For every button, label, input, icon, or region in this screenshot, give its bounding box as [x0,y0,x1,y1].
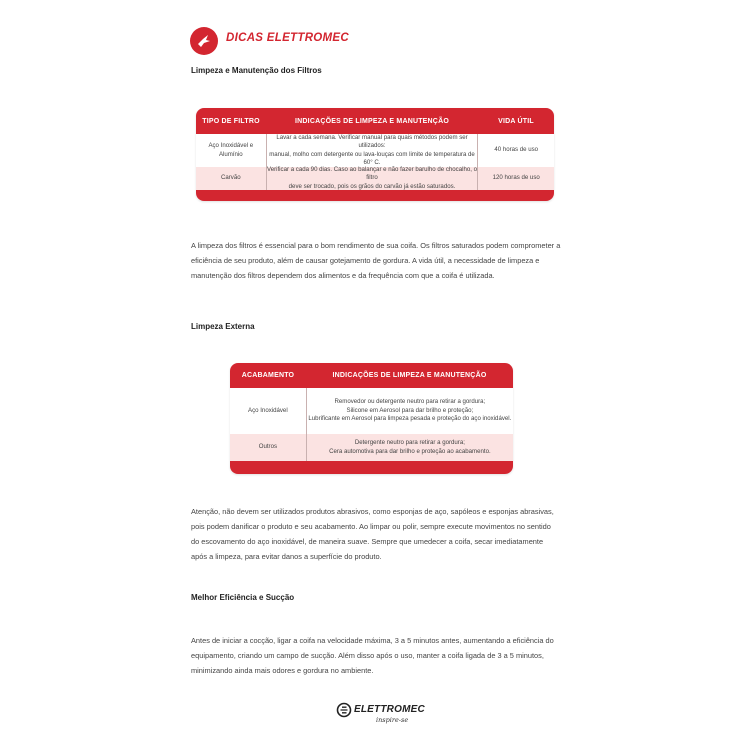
paragraph-efficiency: Antes de iniciar a cocção, ligar a coifa na velocidade máxima, 3 a 5 minutos antes, aumentando a eficiência do equipamento, criando um campo de sucção. Além disso após o uso, manter a coifa ligada de 3 a 5 minutos, minimizando ainda mais odores e gordura no ambiente. [191,636,554,675]
instruction-line: Removedor ou detergente neutro para retirar a gordura; [334,398,486,406]
bird-logo-icon [190,27,218,55]
table-row [196,134,554,167]
footer-tagline: inspire-se [376,716,409,724]
header-title: DICAS ELETTROMEC [226,32,349,44]
life-cell: 120 horas de uso [477,167,554,190]
finish-cell: Aço Inoxidável [248,406,288,414]
table-row [230,388,513,434]
filters-table-header [196,108,554,134]
header-cell: VIDA ÚTIL [498,117,534,125]
instruction-line: Verificar a cada 90 dias. Caso ao balançar e não fazer barulho de chocalho, o filtro [266,165,478,182]
section-title-efficiency: Melhor Eficiência e Sucção [191,593,295,602]
paragraph-filters: A limpeza dos filtros é essencial para o bom rendimento de sua coifa. Os filtros saturados podem comprometer a eficiência de seu produto, além de causar gotejamento de gordura. A vida útil, a necessidade de limpeza e manutenção dos filtros dependem dos alimentos e da frequência com que a coifa é utilizada. [191,241,561,280]
external-table-header [230,363,513,388]
elettromec-logo-icon [336,702,352,718]
header-cell: ACABAMENTO [241,372,295,379]
instruction-line: Lavar a cada semana. Verificar manual para quais métodos podem ser utilizados: [276,133,468,149]
instruction-line: manual, molho com detergente ou lava-louças com limite de temperatura de 60° C. [269,150,475,166]
header-cell: TIPO DE FILTRO [202,117,260,125]
filter-type-cell: Aço Inoxidável e Alumínio [208,142,254,158]
filters-table [196,108,554,201]
instruction-line: deve ser trocado, pois os grãos do carvão já estão saturados. [288,182,456,190]
life-cell: 40 horas de uso [477,134,554,167]
instructions-cell [306,388,513,434]
instruction-line: Silicone em Aerosol para dar brilho e proteção; [346,406,474,414]
instruction-line: Cera automotiva para dar brilho e proteção ao acabamento. [329,447,491,455]
footer-brand: ELETTROMEC [354,704,425,715]
instructions-cell [266,134,478,167]
header-cell: INDICAÇÕES DE LIMPEZA E MANUTENÇÃO [295,117,449,125]
paragraph-external: Atenção, não devem ser utilizados produtos abrasivos, como esponjas de aço, sapólеos e esponjas abrasivas, pois podem danificar o produto e seu acabamento. Ao limpar ou polir, sempre execute movimentos no sentido do escovamento do aço inoxidável, de maneira suave. Sempre que umedecer a coifa, secar imediatamente após a limpeza, para evitar danos a superfície do produto. [191,507,554,561]
header-cell: INDICAÇÕES DE LIMPEZA E MANUTENÇÃO [332,372,487,379]
external-table [230,363,513,474]
finish-cell: Outros [258,443,278,451]
table-row [230,434,513,461]
table-footer-bar [196,190,554,201]
filter-type-cell: Carvão [220,174,241,182]
table-footer-bar [230,461,513,474]
instructions-cell [306,434,513,461]
section-title-external: Limpeza Externa [191,322,255,331]
section-title-filters: Limpeza e Manutenção dos Filtros [191,66,322,75]
table-row [196,167,554,190]
instruction-line: Detergente neutro para retirar a gordura; [354,439,465,446]
footer-logo [336,700,446,730]
instructions-cell [266,167,478,190]
instruction-line: Lubrificante em Aerosol para limpeza pesada e proteção do aço inoxidável. [308,415,512,423]
brand-header [190,27,360,55]
